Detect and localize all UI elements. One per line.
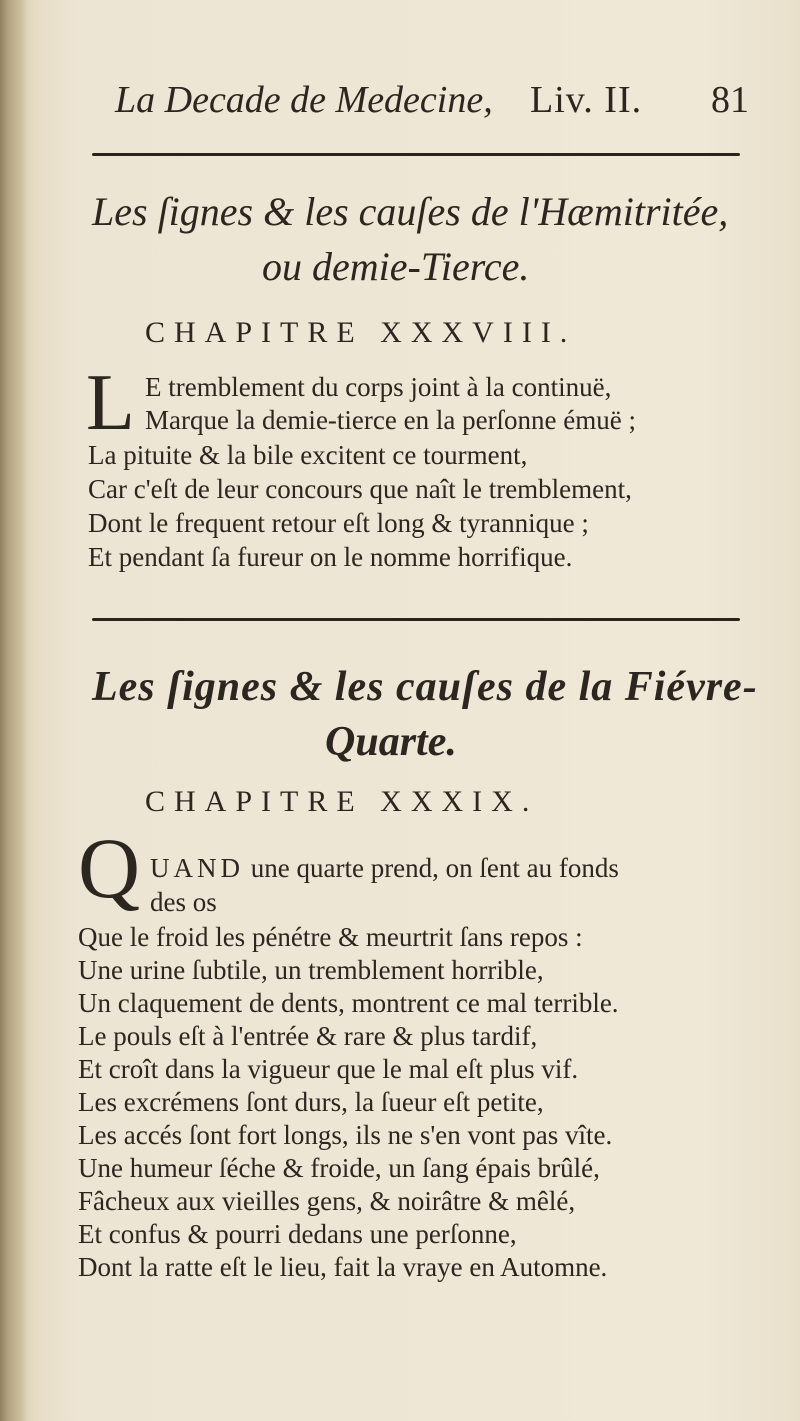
section1-line: E tremblement du corps joint à la continuë, [145, 372, 612, 402]
middle-rule [92, 618, 740, 621]
section2-heading-line2: Quarte. [325, 719, 457, 765]
section1-line: Dont le frequent retour eſt long & tyrannique ; [88, 508, 589, 538]
running-head-book: Liv. II. [530, 79, 643, 121]
section1-line: La pituite & la bile excitent ce tourment, [88, 440, 528, 470]
running-head-title: La Decade de Medecine, [115, 79, 493, 121]
section2-heading-line1: Les ſignes & les cauſes de la Fiévre- [92, 664, 758, 710]
running-head [115, 78, 765, 130]
section2-line: Les excrémens ſont durs, la ſueur eſt petite, [78, 1087, 544, 1117]
section2-line: Et confus & pourri dedans une perſonne, [78, 1219, 517, 1249]
page-gutter [0, 0, 26, 1421]
section1-dropcap: L [86, 359, 135, 447]
section2-line [150, 853, 619, 883]
section1-line: Et pendant ſa fureur on le nomme horrifique. [88, 542, 573, 572]
section2-line: des os [150, 887, 217, 917]
section1-chapter-title: CHAPITRE XXXVIII. [145, 316, 577, 349]
section2-first-word: UAND [150, 853, 244, 883]
section2-line-rest: une quarte prend, on ſent au fonds [250, 853, 619, 883]
page-number: 81 [711, 79, 749, 121]
section2-line: Un claquement de dents, montrent ce mal terrible. [78, 988, 619, 1018]
top-rule [92, 153, 740, 156]
section2-line: Et croît dans la vigueur que le mal eſt plus vif. [78, 1054, 579, 1084]
section1-heading-line2: ou demie-Tierce. [262, 244, 530, 289]
section2-line: Une urine ſubtile, un tremblement horrible, [78, 955, 544, 985]
section2-line: Fâcheux aux vieilles gens, & noirâtre & mêlé, [78, 1186, 576, 1216]
section2-line: Le pouls eſt à l'entrée & rare & plus tardif, [78, 1021, 538, 1051]
section2-dropcap: Q [78, 820, 141, 916]
section2-line: Une humeur ſéche & froide, un ſang épais brûlé, [78, 1153, 600, 1183]
section2-chapter-title: CHAPITRE XXXIX. [145, 785, 539, 818]
section2-line: Les accés ſont fort longs, ils ne s'en vont pas vîte. [78, 1120, 613, 1150]
section1-line: Car c'eſt de leur concours que naît le tremblement, [88, 474, 632, 504]
section2-line: Dont la ratte eſt le lieu, fait la vraye en Automne. [78, 1252, 608, 1282]
section1-heading-line1: Les ſignes & les cauſes de l'Hæmitritée, [92, 189, 729, 234]
section1-line: Marque la demie-tierce en la perſonne émuë ; [145, 405, 637, 435]
section2-line: Que le froid les pénétre & meurtrit ſans repos : [78, 922, 583, 952]
